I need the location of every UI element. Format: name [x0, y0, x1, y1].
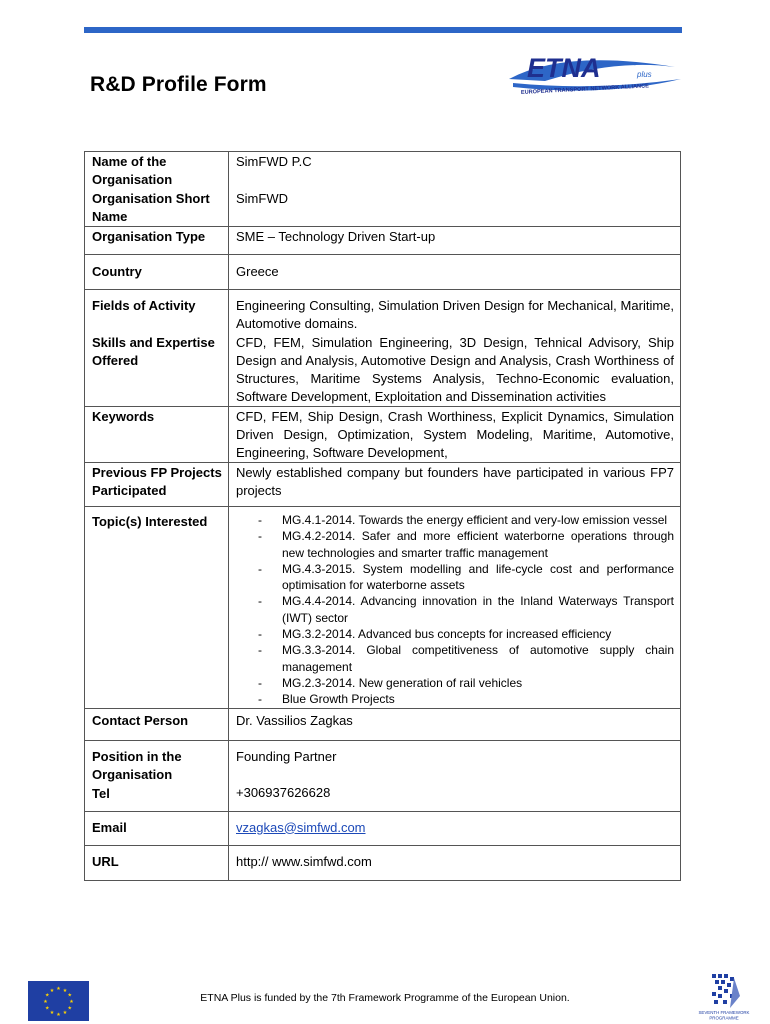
topics-list [236, 512, 674, 708]
value-projects: Newly established company but founders have participated in various FP7 projects [229, 463, 681, 507]
topic-item: - MG.2.3-2014. New generation of rail vehicles [236, 675, 674, 691]
value-short-name: SimFWD [229, 189, 681, 227]
footer-text: ETNA Plus is funded by the 7th Framework Programme of the European Union. [200, 992, 570, 1004]
row-fields [85, 290, 681, 334]
topic-item: - MG.4.2-2014. Safer and more efficient waterborne operations through new technologies and smarter traffic management [236, 528, 674, 561]
logo-plus: plus [637, 70, 652, 79]
row-position [85, 740, 681, 784]
svg-text:★: ★ [62, 1010, 68, 1017]
topic-item: - MG.3.2-2014. Advanced bus concepts for increased efficiency [236, 626, 674, 642]
value-tel: +306937626628 [229, 784, 681, 812]
label-keywords: Keywords [85, 407, 229, 463]
label-url: URL [85, 845, 229, 880]
label-topics: Topic(s) Interested [85, 507, 229, 709]
value-topics [229, 507, 681, 709]
row-projects [85, 463, 681, 507]
topic-item: - MG.3.3-2014. Global competitiveness of automotive supply chain management [236, 642, 674, 675]
svg-text:★: ★ [45, 992, 50, 999]
label-position: Position in the Organisation [85, 740, 229, 784]
value-fields: Engineering Consulting, Simulation Driven Design for Mechanical, Maritime, Automotive domains. [236, 298, 674, 331]
svg-text:★: ★ [56, 1012, 61, 1018]
row-keywords [85, 407, 681, 463]
svg-text:★: ★ [49, 1010, 55, 1017]
topic-item: - MG.4.3-2015. System modelling and life-cycle cost and performance optimisation for waterborne assets [236, 561, 674, 594]
row-url [85, 845, 681, 880]
svg-text:★: ★ [67, 1005, 72, 1012]
label-skills: Skills and Expertise Offered [85, 333, 229, 407]
row-org-type [85, 227, 681, 255]
svg-text:★: ★ [69, 999, 74, 1005]
svg-text:★: ★ [62, 987, 68, 994]
label-org-type: Organisation Type [85, 227, 229, 255]
profile-table [84, 151, 681, 881]
svg-text:★: ★ [43, 999, 48, 1005]
row-contact [85, 708, 681, 740]
logo-tagline: EUROPEAN TRANSPORT NETWORK ALLIANCE [520, 83, 650, 96]
svg-text:★: ★ [49, 987, 55, 994]
email-link[interactable]: vzagkas@simfwd.com [236, 819, 366, 835]
value-keywords: CFD, FEM, Ship Design, Crash Worthiness, Explicit Dynamics, Simulation Driven Design, Optimization, System Modeling, Maritime, Automotive, Engineering, Software Development, [229, 407, 681, 463]
row-skills [85, 333, 681, 407]
value-skills: CFD, FEM, Simulation Engineering, 3D Design, Tehnical Advisory, Ship Design and Analysis, Automotive Design and Analysis, Crash Worthiness of Structures, Maritime Systems Analysis, Techno-Economic evaluation, Software Development, Exploitation and Dissemination activities [229, 333, 681, 407]
row-short-name [85, 189, 681, 227]
value-country: Greece [229, 255, 681, 290]
etna-plus-logo [505, 45, 683, 101]
fp7-line1: SEVENTH FRAMEWORK [698, 1010, 750, 1015]
value-email [229, 811, 681, 845]
value-org-type: SME – Technology Driven Start-up [229, 227, 681, 255]
fp7-logo [690, 972, 758, 1022]
value-contact: Dr. Vassilios Zagkas [229, 708, 681, 740]
logo-text: ETNA [527, 53, 601, 83]
row-country [85, 255, 681, 290]
fp7-line2: PROGRAMME [709, 1015, 739, 1021]
label-contact: Contact Person [85, 708, 229, 740]
svg-text:★: ★ [67, 992, 72, 999]
svg-text:★: ★ [45, 1005, 50, 1012]
row-topics [85, 507, 681, 709]
label-email: Email [85, 811, 229, 845]
row-org-name [85, 152, 681, 190]
value-url: http:// www.simfwd.com [236, 853, 372, 869]
value-position: Founding Partner [236, 748, 337, 764]
label-org-name: Name of the Organisation [85, 152, 229, 190]
row-tel [85, 784, 681, 812]
topic-item: - MG.4.4-2014. Advancing innovation in the Inland Waterways Transport (IWT) sector [236, 593, 674, 626]
label-fields: Fields of Activity [85, 290, 229, 334]
label-country: Country [85, 255, 229, 290]
value-org-name: SimFWD P.C [236, 154, 312, 169]
row-email [85, 811, 681, 845]
topic-item: - MG.4.1-2014. Towards the energy efficient and very-low emission vessel [236, 512, 674, 528]
svg-text:★: ★ [56, 986, 61, 992]
label-short-name: Organisation Short Name [85, 189, 229, 227]
header-top-bar [84, 27, 682, 33]
page-title: R&D Profile Form [90, 73, 267, 96]
label-projects: Previous FP Projects Participated [85, 463, 229, 507]
label-tel: Tel [85, 784, 229, 812]
topic-item: - Blue Growth Projects [236, 691, 674, 707]
